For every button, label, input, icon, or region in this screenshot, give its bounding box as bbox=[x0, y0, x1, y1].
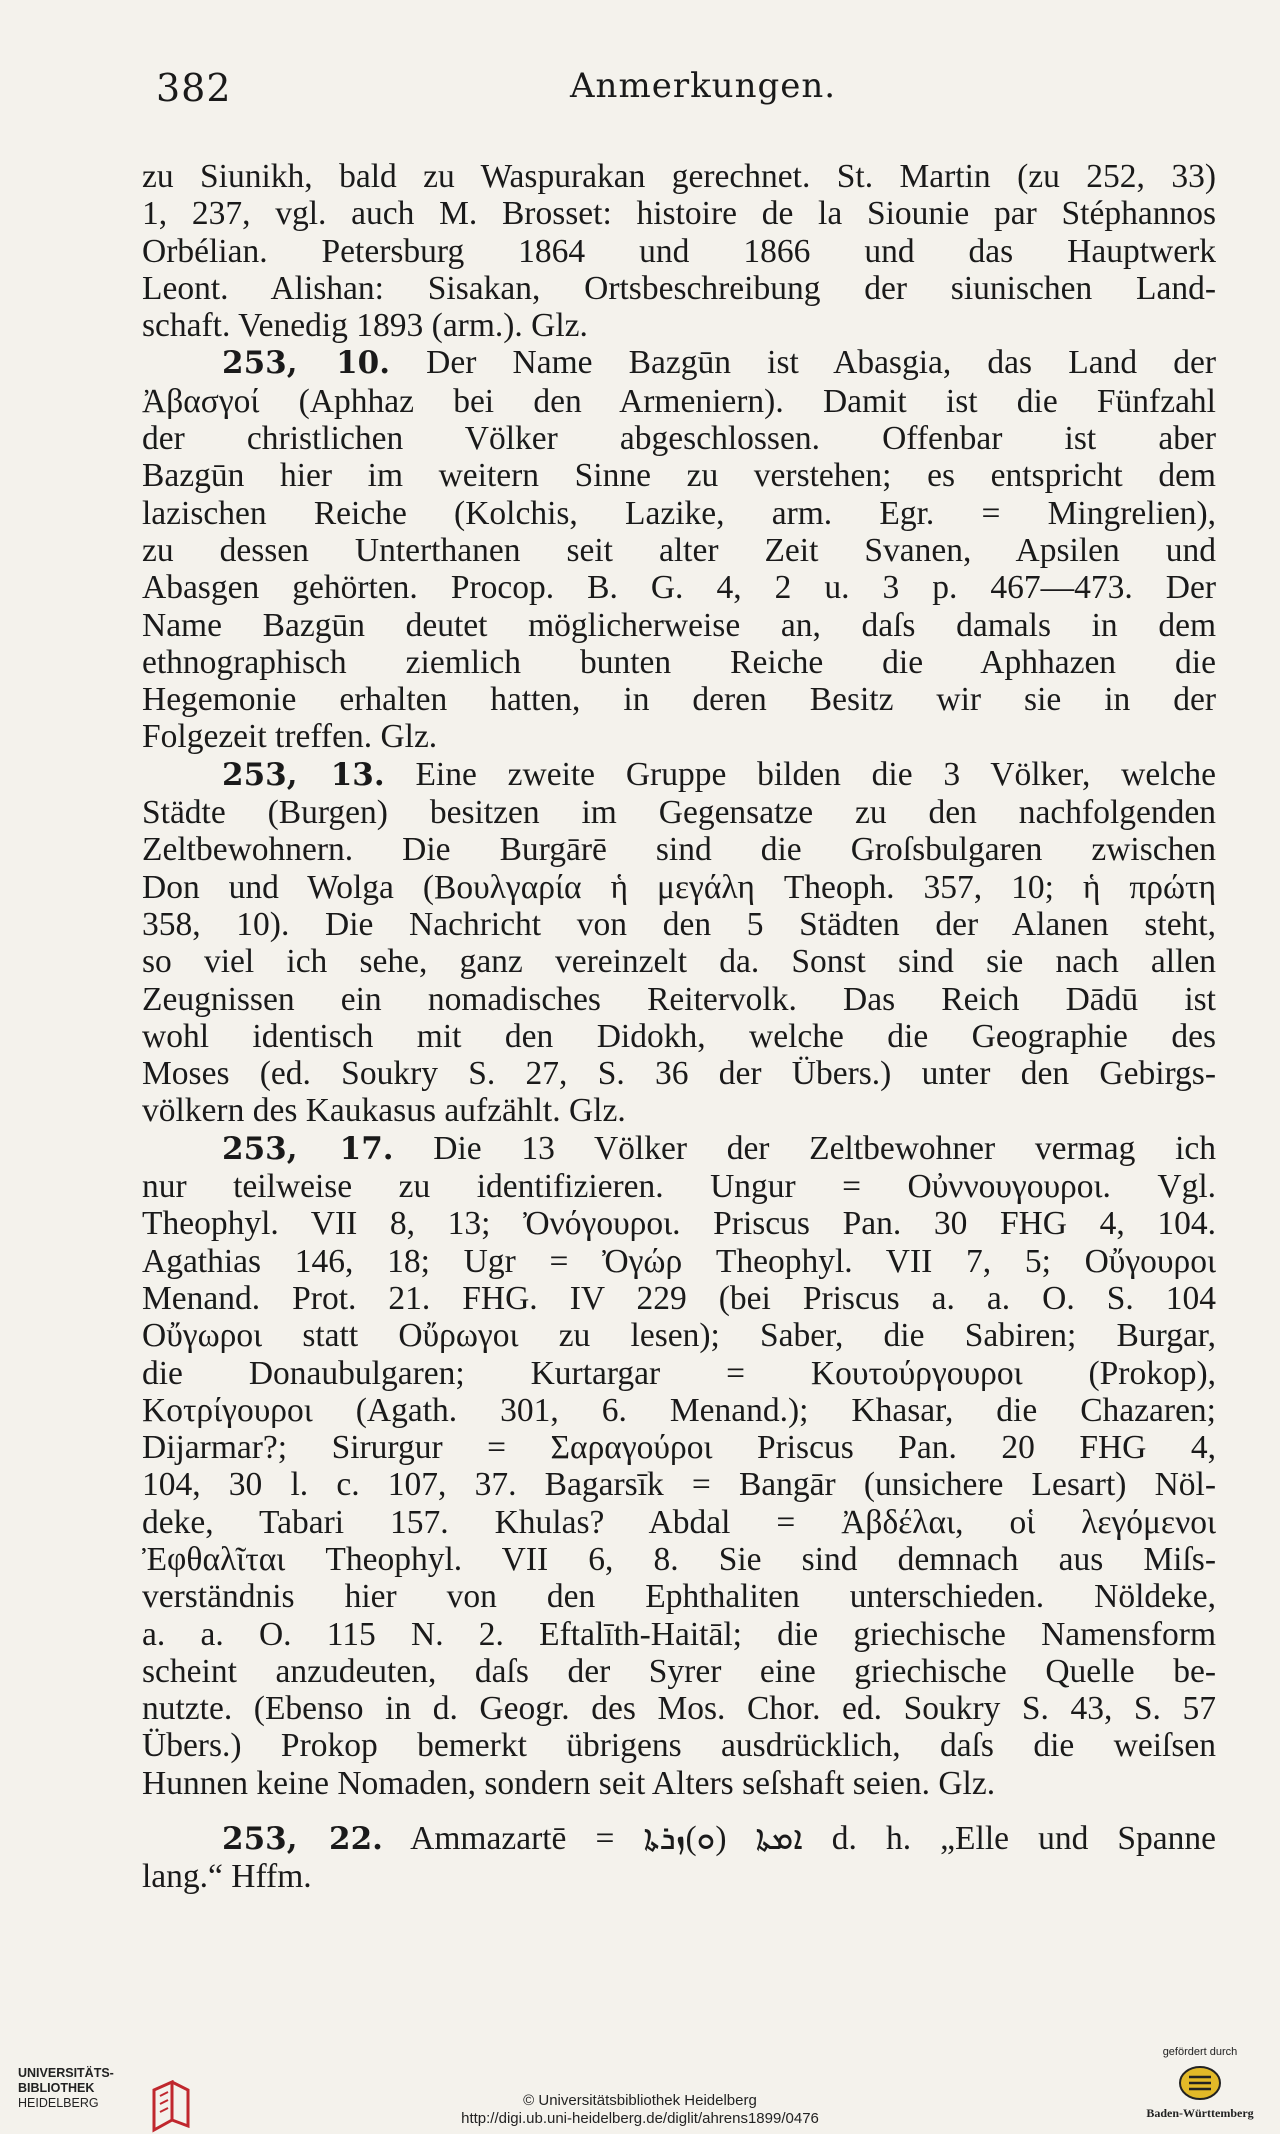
note-reference: 253, 10. bbox=[222, 345, 391, 382]
text-line: ethnographisch ziemlich bunten Reiche die Aphhazen die bbox=[142, 643, 1216, 681]
paragraph-1 bbox=[142, 158, 1216, 344]
text-line: Dijarmar?; Sirurgur = Σαραγούροι Priscus Pan. 20 FHG 4, bbox=[142, 1429, 1216, 1467]
copyright-notice bbox=[0, 2092, 1280, 2128]
text-line: wohl identisch mit den Didokh, welche die Geographie des bbox=[142, 1017, 1216, 1055]
text-line bbox=[142, 1820, 1216, 1858]
text-line: Οὔγωροι statt Οὔρωγοι zu lesen); Saber, die Sabiren; Burgar, bbox=[142, 1317, 1216, 1355]
paragraph-253-17 bbox=[142, 1130, 1216, 1802]
note-reference: 253, 22. bbox=[222, 1821, 383, 1858]
text-line: lang.“ Hffm. bbox=[142, 1858, 312, 1896]
text-line: Zeltbewohnern. Die Burgārē sind die Groſsbulgaren zwischen bbox=[142, 831, 1216, 869]
text-line: Hunnen keine Nomaden, sondern seit Alters seſshaft seien. Glz. bbox=[142, 1764, 996, 1802]
text-segment: Die 13 Völker der Zeltbewohner vermag ich bbox=[433, 1129, 1216, 1167]
note-reference: 253, 17. bbox=[222, 1130, 394, 1167]
library-name-line: HEIDELBERG bbox=[18, 2096, 99, 2110]
text-segment: Ammazartē = ܐܡܬܐ (ܘ)ܙܪܬܐ d. h. „Elle und Spanne bbox=[410, 1820, 1217, 1858]
library-name-line: BIBLIOTHEK bbox=[18, 2081, 95, 2095]
text-line: Κοτρίγουροι (Agath. 301, 6. Menand.); Khasar, die Chazaren; bbox=[142, 1391, 1216, 1429]
text-line: Name Bazgūn deutet möglicherweise an, daſs damals in dem bbox=[142, 606, 1216, 644]
text-line: Agathias 146, 18; Ugr = Ὀγώρ Theophyl. VII 7, 5; Οὔγουροι bbox=[142, 1242, 1216, 1280]
text-line: Leont. Alishan: Sisakan, Ortsbeschreibung der siunischen Land- bbox=[142, 269, 1216, 307]
text-line: Menand. Prot. 21. FHG. IV 229 (bei Priscus a. a. O. S. 104 bbox=[142, 1279, 1216, 1317]
paragraph-253-13 bbox=[142, 756, 1216, 1130]
page-header bbox=[150, 66, 1220, 116]
text-line: so viel ich sehe, ganz vereinzelt da. Sonst sind sie nach allen bbox=[142, 943, 1216, 981]
text-line: 104, 30 l. c. 107, 37. Bagarsīk = Bangār (unsichere Lesart) Nöl- bbox=[142, 1466, 1216, 1504]
text-line: Don und Wolga (Βουλγαρία ἡ μεγάλη Theoph. 357, 10; ἡ πρώτη bbox=[142, 868, 1216, 906]
text-line: Übers.) Prokop bemerkt übrigens ausdrücklich, daſs die weiſsen bbox=[142, 1727, 1216, 1765]
text-line: 358, 10). Die Nachricht von den 5 Städten der Alanen steht, bbox=[142, 905, 1216, 943]
text-line: a. a. O. 115 N. 2. Eftalīth-Haitāl; die griechische Namensform bbox=[142, 1615, 1216, 1653]
running-head: Anmerkungen. bbox=[570, 66, 837, 106]
text-line: nutzte. (Ebenso in d. Geogr. des Mos. Chor. ed. Soukry S. 43, S. 57 bbox=[142, 1690, 1216, 1728]
text-line: Ἀβασγοί (Aphhaz bei den Armeniern). Damit ist die Fünfzahl bbox=[142, 382, 1216, 420]
text-line: Ἐφθαλῖται Theophyl. VII 6, 8. Sie sind demnach aus Miſs- bbox=[142, 1540, 1216, 1578]
text-line: lazischen Reiche (Kolchis, Lazike, arm. Egr. = Mingrelien), bbox=[142, 494, 1216, 532]
text-line: Orbélian. Petersburg 1864 und 1866 und das Hauptwerk bbox=[142, 232, 1216, 270]
sponsor-name: Baden-Württemberg bbox=[1146, 2106, 1254, 2120]
text-line: deke, Tabari 157. Khulas? Abdal = Ἀβδέλαι, οἱ λεγόμενοι bbox=[142, 1503, 1216, 1541]
text-line: nur teilweise zu identifizieren. Ungur = Οὐννουγουροι. Vgl. bbox=[142, 1168, 1216, 1206]
sponsor-label: gefördert durch bbox=[1162, 2046, 1238, 2058]
text-line: 1, 237, vgl. auch M. Brosset: histoire de la Siounie par Stéphannos bbox=[142, 195, 1216, 233]
text-line: der christlichen Völker abgeschlossen. Offenbar ist aber bbox=[142, 420, 1216, 458]
note-reference: 253, 13. bbox=[222, 756, 385, 793]
library-name-line: UNIVERSITÄTS- bbox=[18, 2066, 114, 2080]
paragraph-253-10 bbox=[142, 344, 1216, 755]
text-line: völkern des Kaukasus aufzählt. Glz. bbox=[142, 1092, 626, 1130]
paragraph-253-22 bbox=[142, 1820, 1216, 1896]
coat-of-arms-icon bbox=[1177, 2064, 1223, 2102]
text-line: Bazgūn hier im weitern Sinne zu verstehen; es entspricht dem bbox=[142, 457, 1216, 495]
text-line: zu Siunikh, bald zu Waspurakan gerechnet. St. Martin (zu 252, 33) bbox=[142, 158, 1216, 195]
text-line: scheint anzudeuten, daſs der Syrer eine griechische Quelle be- bbox=[142, 1652, 1216, 1690]
copyright-text: © Universitätsbibliothek Heidelberg bbox=[523, 2092, 757, 2109]
sponsor-block bbox=[1140, 2046, 1260, 2121]
text-line: Theophyl. VII 8, 13; Ὀνόγουροι. Priscus Pan. 30 FHG 4, 104. bbox=[142, 1205, 1216, 1243]
digitization-footer bbox=[0, 2040, 1280, 2134]
annotation-text bbox=[142, 158, 1216, 1896]
text-line: die Donaubulgaren; Kurtargar = Κουτούργουροι (Prokop), bbox=[142, 1354, 1216, 1392]
text-line bbox=[142, 344, 1216, 382]
text-line: Hegemonie erhalten hatten, in deren Besitz wir sie in der bbox=[142, 681, 1216, 719]
text-line: Moses (ed. Soukry S. 27, S. 36 der Übers.) unter den Gebirgs- bbox=[142, 1055, 1216, 1093]
permalink[interactable]: http://digi.ub.uni-heidelberg.de/diglit/ahrens1899/0476 bbox=[461, 2110, 819, 2127]
text-line bbox=[142, 1130, 1216, 1168]
text-line bbox=[142, 756, 1216, 794]
text-line: schaft. Venedig 1893 (arm.). Glz. bbox=[142, 307, 588, 345]
text-line: Folgezeit treffen. Glz. bbox=[142, 718, 438, 756]
text-line: Städte (Burgen) besitzen im Gegensatze zu den nachfolgenden bbox=[142, 794, 1216, 832]
page-number: 382 bbox=[156, 66, 232, 110]
text-line: zu dessen Unterthanen seit alter Zeit Svanen, Apsilen und bbox=[142, 531, 1216, 569]
text-line: verständnis hier von den Ephthaliten unterschieden. Nöldeke, bbox=[142, 1578, 1216, 1616]
text-line: Abasgen gehörten. Procop. B. G. 4, 2 u. 3 p. 467—473. Der bbox=[142, 569, 1216, 607]
text-segment: Eine zweite Gruppe bilden die 3 Völker, welche bbox=[415, 755, 1216, 793]
text-segment: Der Name Bazgūn ist Abasgia, das Land der bbox=[426, 344, 1216, 382]
text-line: Zeugnissen ein nomadisches Reitervolk. Das Reich Dādū ist bbox=[142, 980, 1216, 1018]
